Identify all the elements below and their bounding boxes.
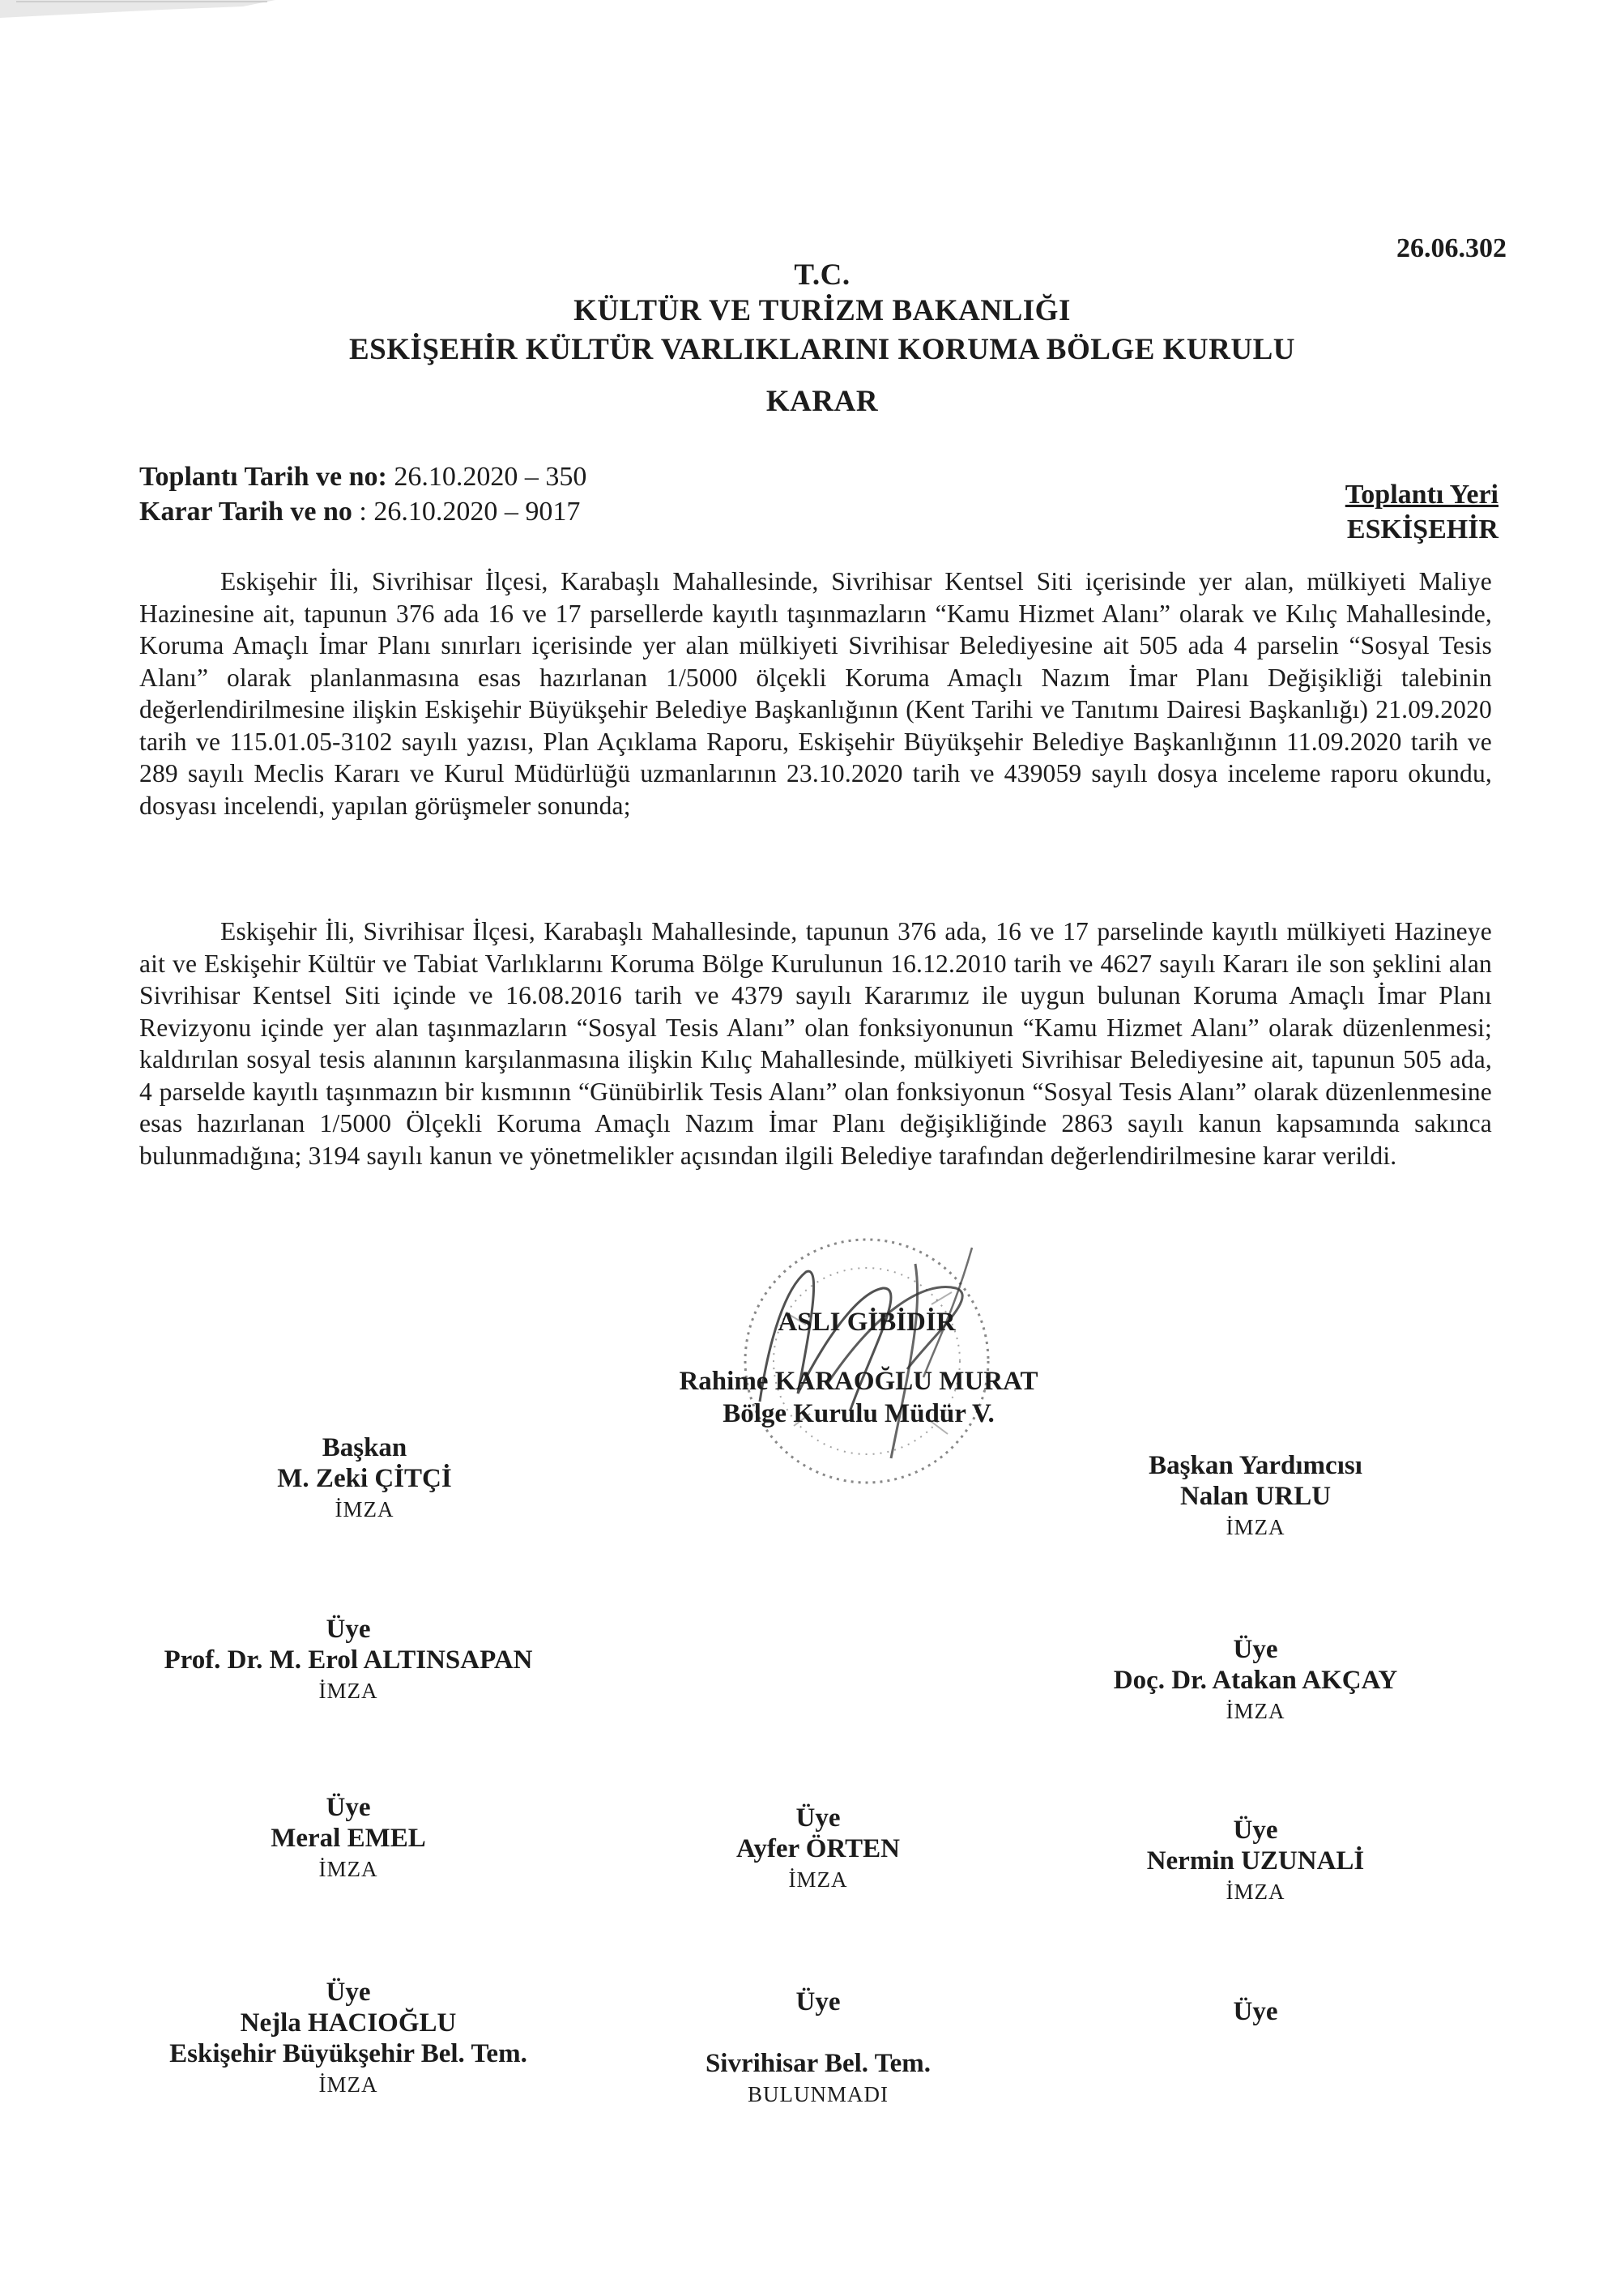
signature-vice-chairman — [1053, 1450, 1458, 1543]
document-title: KARAR — [765, 385, 879, 418]
signatory-role: Üye — [326, 1793, 371, 1822]
signature-member-uzunali — [1069, 1815, 1442, 1907]
signature-member-empty — [1069, 1996, 1442, 2027]
signatory-role: Üye — [795, 1803, 841, 1833]
decision-date-row — [139, 497, 580, 527]
certifier-name: Rahime KARAOĞLU MURAT — [679, 1367, 1038, 1396]
signature-status: İMZA — [1226, 1515, 1285, 1539]
signature-chairman — [162, 1432, 567, 1525]
signature-status: İMZA — [318, 1857, 378, 1881]
signatory-role: Üye — [326, 1978, 371, 2007]
signature-status: İMZA — [335, 1497, 394, 1521]
signatory-role: Üye — [1233, 1635, 1278, 1664]
header-board: ESKİŞEHİR KÜLTÜR VARLIKLARINI KORUMA BÖLGE KURULU — [349, 333, 1295, 366]
signature-member-sivrihisar — [632, 1987, 1004, 2110]
signature-status: İMZA — [318, 1679, 378, 1703]
document-number: 26.06.302 — [1396, 233, 1507, 263]
meeting-date-row — [139, 462, 586, 493]
meeting-date-value: 26.10.2020 – 350 — [386, 462, 587, 492]
certifier-title: Bölge Kurulu Müdür V. — [723, 1399, 995, 1428]
decision-date-value: : 26.10.2020 – 9017 — [352, 497, 581, 527]
signatory-name: Nejla HACIOĞLU — [240, 2008, 457, 2038]
signature-member-orten — [632, 1803, 1004, 1895]
signatory-name: Prof. Dr. M. Erol ALTINSAPAN — [164, 1645, 533, 1675]
signature-status: İMZA — [1226, 1699, 1285, 1723]
decision-date-label: Karar Tarih ve no — [139, 497, 352, 527]
signature-member-hacioglu — [105, 1977, 591, 2100]
signatory-name: Nermin UZUNALİ — [1146, 1846, 1365, 1876]
body-paragraph-2: Eskişehir İli, Sivrihisar İlçesi, Karabaşlı Mahallesinde, tapunun 376 ada, 16 ve 17 parselinde kayıtlı mülkiyeti Hazineye ait ve Eskişehir Kültür ve Tabiat Varlıklarını Koruma Bölge Kurulunun 16.12.2010 tarih ve 4627 sayılı Kararı ile son şeklini alan Sivrihisar Kentsel Siti içinde ve 16.08.2016 tarih ve 4379 sayılı Kararımız ile uygun bulunan Koruma Amaçlı İmar Planı Revizyonu içinde yer alan taşınmazların “Sosyal Tesis Alanı” olan fonksiyonunun “Kamu Hizmet Alanı” olarak düzenlenmesi; kaldırılan sosyal tesis alanının karşılanmasına ilişkin Kılıç Mahallesinde, mülkiyeti Sivrihisar Belediyesine ait, tapunun 505 ada, 4 parselde kayıtlı taşınmazın bir kısmının “Günübirlik Tesis Alanı” olan fonksiyonun “Sosyal Tesis Alanı” olarak düzenlenmesine esas hazırlanan 1/5000 Ölçekli Koruma Amaçlı Nazım İmar Planı değişikliğinde 2863 sayılı kanun kapsamında sakınca bulunmadığına; 3194 sayılı kanun ve yönetmelikler açısından ilgili Belediye tarafından değerlendirilmesine karar verildi. — [139, 917, 1492, 1170]
signatory-role: Üye — [1233, 1816, 1278, 1845]
meeting-place-label: Toplantı Yeri — [1345, 480, 1498, 510]
signature-status: BULUNMADI — [748, 2082, 889, 2106]
signature-member-altinsapan — [105, 1614, 591, 1706]
signatory-role: Başkan — [322, 1433, 407, 1462]
signatory-name: Nalan URLU — [1179, 1482, 1332, 1511]
signatory-name: Meral EMEL — [271, 1824, 426, 1853]
signatory-role: Üye — [1233, 1997, 1278, 2026]
meeting-place-value: ESKİŞEHİR — [1346, 514, 1498, 544]
signature-member-akcay — [1029, 1634, 1482, 1726]
signatory-name: M. Zeki ÇİTÇİ — [277, 1464, 452, 1493]
signatory-name: Doç. Dr. Atakan AKÇAY — [1113, 1666, 1398, 1695]
meeting-date-label: Toplantı Tarih ve no: — [139, 462, 387, 492]
signature-status: İMZA — [318, 2072, 378, 2097]
signatory-role: Üye — [326, 1615, 371, 1644]
signature-status: İMZA — [788, 1867, 848, 1892]
scan-edge-artifact — [0, 0, 275, 49]
header-ministry: KÜLTÜR VE TURİZM BAKANLIĞI — [573, 294, 1071, 327]
signatory-role: Üye — [795, 1987, 841, 2016]
signature-status: İMZA — [1226, 1880, 1285, 1904]
header-tc: T.C. — [794, 258, 850, 292]
signatory-affiliation: Sivrihisar Bel. Tem. — [705, 2049, 932, 2078]
signatory-role: Başkan Yardımcısı — [1149, 1451, 1362, 1480]
signature-member-emel — [162, 1792, 535, 1884]
body-paragraph-1: Eskişehir İli, Sivrihisar İlçesi, Karabaşlı Mahallesinde, Sivrihisar Kentsel Siti içerisinde yer alan, mülkiyeti Maliye Hazinesine ait, tapunun 376 ada 16 ve 17 parsellerde kayıtlı taşınmazların “Kamu Hizmet Alanı” olarak ve Kılıç Mahallesinde, Koruma Amaçlı İmar Planı sınırları içerisinde yer alan mülkiyeti Sivrihisar Belediyesine ait 505 ada 4 parselin “Sosyal Tesis Alanı” olarak planlanmasına esas hazırlanan 1/5000 ölçekli Koruma Amaçlı Nazım İmar Planı Değişikliği talebinin değerlendirilmesine ilişkin Eskişehir Büyükşehir Belediye Başkanlığının (Kent Tarihi ve Tanıtımı Dairesi Başkanlığı) 21.09.2020 tarih ve 115.01.05-3102 sayılı yazısı, Plan Açıklama Raporu, Eskişehir Büyükşehir Belediye Başkanlığının 11.09.2020 tarih ve 289 sayılı Meclis Kararı ve Kurul Müdürlüğü uzmanlarının 23.10.2020 tarih ve 439059 sayılı dosya inceleme raporu okundu, dosyası incelendi, yapılan görüşmeler sonunda; — [139, 567, 1492, 820]
certified-copy-label: ASLI GİBİDİR — [778, 1308, 956, 1337]
signatory-affiliation: Eskişehir Büyükşehir Bel. Tem. — [169, 2039, 527, 2068]
signatory-name: Ayfer ÖRTEN — [735, 1834, 900, 1863]
